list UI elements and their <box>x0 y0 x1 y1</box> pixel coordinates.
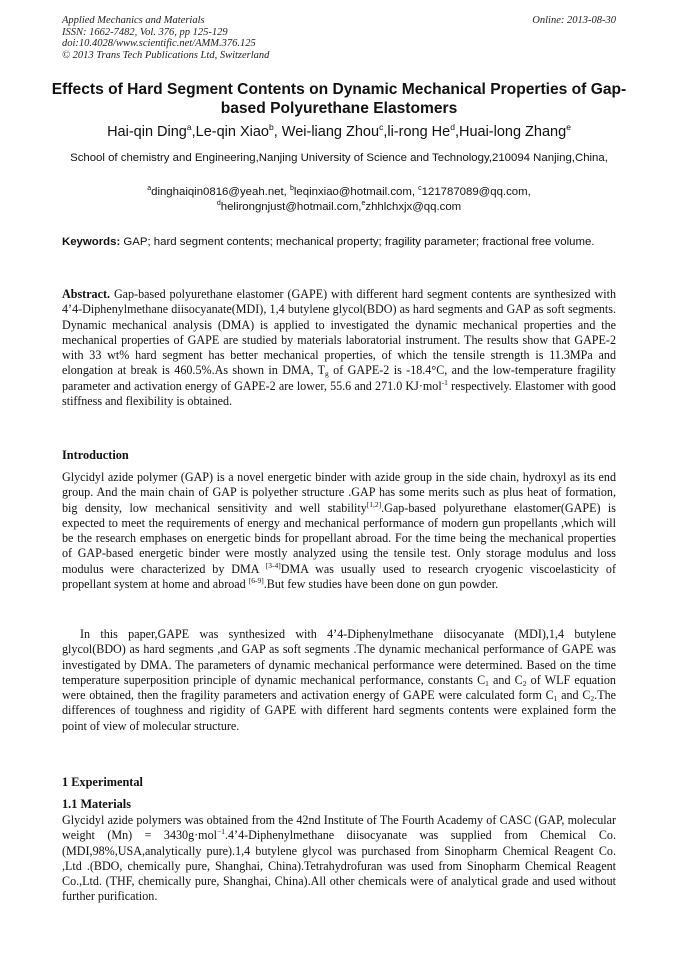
paragraph-text: of WLF equation were obtained, then the fragility parameters and activation energy of GAPE were calculated form C <box>62 672 616 702</box>
doi-line: doi:10.4028/www.scientific.net/AMM.376.125 <box>62 38 256 50</box>
paragraph-text: Glycidyl azide polymer (GAP) is a novel energetic binder with azide group in the side chain, hydroxyl as its end group. And the main chain of GAP is polyether structure .GAP has some merits such as plus heat of formation, big density, low mechanical sensitivity and well stability <box>62 470 616 515</box>
email-d: helirongnjust@hotmail.com, <box>220 201 362 213</box>
paragraph-text: In this paper,GAPE was synthesized with 4’4-Diphenylmethane diisocyanate (MDI),1,4 butylene glycol(BDO) as hard segments ,and GAP as soft segments .The dynamic mechanical performance of GAPE was investigated by DMA. The parameters of dynamic mechanical performance were determined. Based on the time temperature superposition principle of dynamic mechanical performance, constants C <box>62 627 616 687</box>
author-name: Wei-liang Zhou <box>281 124 380 140</box>
experimental-heading: 1 Experimental <box>62 775 143 789</box>
subscript: 2 <box>590 694 595 703</box>
subscript: 1 <box>485 678 489 688</box>
introduction-paragraph <box>62 627 616 734</box>
copyright-line: © 2013 Trans Tech Publications Ltd, Switzerland <box>62 49 270 61</box>
author-name: Hai-qin Ding <box>107 124 187 140</box>
paragraph-text: DMA was usually used to research cryogenic viscoelasticity of propellant system at home and abroad <box>62 561 616 591</box>
author-name: Le-qin Xiao <box>195 124 269 140</box>
keywords-text: GAP; hard segment contents; mechanical property; fragility parameter; fractional free volume. <box>123 236 595 248</box>
issn-line: ISSN: 1662-7482, Vol. 376, pp 125-129 <box>62 26 228 38</box>
superscript: −1 <box>217 827 225 837</box>
author-marker: b <box>269 122 274 132</box>
email-c: 121787089@qq.com, <box>421 186 531 198</box>
paragraph-text: and C <box>488 672 523 687</box>
tg-subscript: g <box>325 369 329 379</box>
abstract-text: Gap-based polyurethane elastomer (GAPE) with different hard segment contents are synthesized with 4’4-Diphenylmethane diisocyanate(MDI), 1,4 butylene glycol(BDO) as hard segments and GAP as soft segments. Dynamic mechanical analysis (DMA) is applied to investigated the dynamic mechanical properties and the mechanical properties of GAPE are studied by materials laboratorial instrument. The results show that GAPE-2 with 33 wt% hard segment has better mechanical properties, of which the tensile strength is 11.3MPa and elongation at break is 460.5%.As shown in DMA, T <box>62 287 616 378</box>
paragraph-text: .Gap-based polyurethane elastomer(GAPE) is expected to meet the requirements of energy and mechanical performance of modern gun propellants ,which will be the research emphases on energetic binds for propellant abroad. For the time being the mechanical properties of GAP-based energetic binder were mostly analyzed using the tensile test. Only storage modulus and loss modulus were characterized by DMA <box>62 500 616 576</box>
unit-superscript: -1 <box>441 377 448 387</box>
keywords <box>62 235 616 251</box>
paragraph-text: Glycidyl azide polymers was obtained from the 42nd Institute of The Fourth Academy of CASC (GAP, molecular weight (Mn) = 3430g·mol <box>62 813 616 843</box>
abstract <box>62 287 616 409</box>
author-name: Huai-long Zhang <box>458 124 567 140</box>
email-b: leqinxiao@hotmail.com, <box>293 186 415 198</box>
author-marker: e <box>566 122 571 132</box>
materials-heading: 1.1 Materials <box>62 797 131 811</box>
author-list: Hai-qin Ding$^a$,Le-qin Xiao$^b$, Wei-liang Zhou$^c$,li-rong He$^d$,Huai-long Zhang$^e$ <box>107 122 571 140</box>
paragraph-text: .The differences of toughness and rigidity of GAPE with different hard segments contents were explained form the point of view of molecular structure. <box>62 688 616 733</box>
keywords-label: Keywords: <box>62 236 121 248</box>
paragraph-text: and C <box>557 688 591 702</box>
journal-header <box>62 15 616 61</box>
email-list: $^a$dinghaiqin0816@yeah.net, $^b$leqinxiao@hotmail.com, $^c$121787089@qq.com, $^d$helirongnjust@hotmail.com,$^e$zhhlchxjx@qq.com <box>147 185 531 213</box>
abstract-text: respectively. Elastomer with good stiffness and flexibility is obtained. <box>62 378 616 408</box>
abstract-label: Abstract. <box>62 287 111 301</box>
affiliation: School of chemistry and Engineering,Nanjing University of Science and Technology,210094 Nanjing,China, <box>70 152 608 164</box>
materials-paragraph <box>62 813 616 905</box>
online-date: Online: 2013-08-30 <box>532 15 616 26</box>
paragraph-text: .But few studies have been done on gun powder. <box>263 576 499 591</box>
abstract-text: of GAPE-2 is -18.4°C, and the low-temperature fragility parameter and activation energy of GAPE-2 are lower, 55.6 and 271.0 KJ·mol <box>62 363 616 393</box>
citation: [6-9] <box>248 575 264 585</box>
paragraph-text: .4’4-Diphenylmethane diisocyanate was supplied from Chemical Co.(MDI,98%,USA,analytically pure).1,4 butylene glycol was purchased from Sinopharm Chemical Reagent Co. ,Ltd .(BDO, chemically pure, Shanghai, China).Tetrahydrofuran was used from Sinopharm Chemical Reagent Co.,Ltd. (THF, chemically pure, Shanghai, China).All other chemicals were of analytical grade and used without further purification. <box>62 828 616 904</box>
email-e: zhhlchxjx@qq.com <box>365 201 462 213</box>
paper-title: Effects of Hard Segment Contents on Dynamic Mechanical Properties of Gap-based Polyurethane Elastomers <box>51 81 627 117</box>
author-marker: d <box>450 122 455 132</box>
subscript: 1 <box>553 694 558 703</box>
email-a: dinghaiqin0816@yeah.net, <box>151 186 287 198</box>
author-marker: a <box>186 122 192 132</box>
citation: [1,2] <box>366 499 382 509</box>
subscript: 2 <box>522 678 527 688</box>
author-marker: c <box>379 122 384 132</box>
author-name: li-rong He <box>387 124 451 140</box>
introduction-paragraph <box>62 470 616 592</box>
introduction-heading: Introduction <box>62 448 129 462</box>
journal-name: Applied Mechanics and Materials <box>62 15 205 26</box>
citation: [3-4] <box>265 560 281 570</box>
